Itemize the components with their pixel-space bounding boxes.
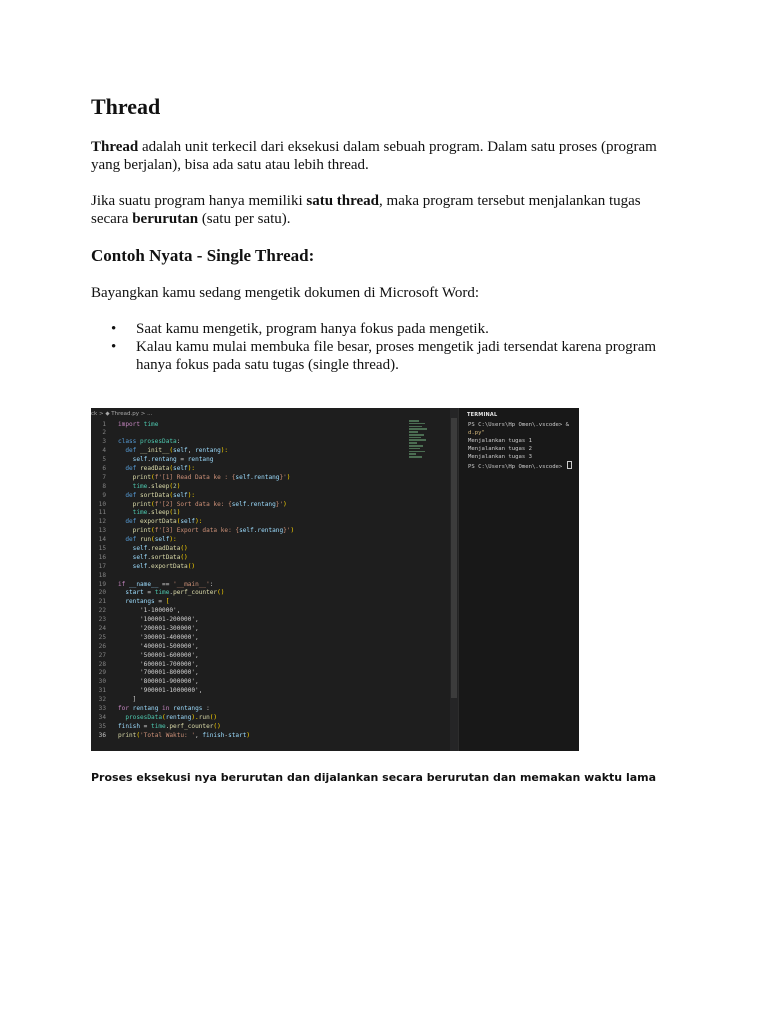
terminal-prompt: PS C:\Users\Hp Omen\.vscode> [468,464,566,470]
code-token: finish [118,722,141,730]
code-token: . [147,553,152,561]
code-line [91,589,431,598]
line-number: 13 [98,527,106,535]
code-token: '__main__' [173,580,210,588]
code-line [91,509,431,518]
code-token: self [118,456,148,464]
code-token: rentang [195,447,221,455]
code-token: : [176,438,181,446]
line-number: 5 [102,456,106,464]
code-token: time [118,509,148,517]
code-line [91,625,431,634]
line-number: 29 [98,669,106,677]
code-line [91,456,431,465]
code-token: rentang [129,705,163,712]
code-token: start [228,731,247,739]
code-line [91,687,431,696]
code-token: __name__ [125,580,159,588]
line-number: 20 [98,589,106,597]
code-token: }' [279,473,287,481]
code-token: = [143,589,155,597]
code-token: '500001-600000', [118,651,199,659]
code-token: . [147,509,152,517]
code-line [91,429,431,438]
code-token: for [118,705,130,712]
code-line [91,572,431,581]
code-token: if [118,580,126,588]
code-line [91,465,431,474]
code-token: 1 [173,509,177,517]
line-number: 21 [98,598,106,606]
code-line [91,536,431,545]
paragraph-text: Jika suatu program hanya memiliki [91,193,307,209]
code-token: ( [151,473,155,481]
code-token: def [118,491,137,499]
code-token: ( [176,518,181,526]
code-token: () [180,544,188,552]
code-token: sortData [136,491,170,499]
paragraph-text: adalah unit terkecil dari eksekusi dalam sebuah program. Dalam satu proses (program yang berjalan), bisa ada satu atau lebih thread. [91,139,657,173]
code-token: perf_counter [169,722,214,730]
code-token: ( [151,500,155,508]
code-token: ): [195,518,203,526]
code-token: time [154,589,170,597]
code-token: '800001-900000', [118,678,199,686]
code-token: print [118,473,152,481]
code-line [91,554,431,563]
code-token: '600001-700000', [118,660,199,668]
line-number: 14 [98,536,106,544]
code-token: 'Total Waktu: ' [140,731,196,739]
code-token: prosesData [136,438,177,446]
code-token: '400001-500000', [118,642,199,650]
terminal-line: Menjalankan tugas 3 [468,454,532,460]
code-token: f'[2] Sort data ke: { [154,500,232,508]
line-number: 12 [98,518,106,526]
line-number: 22 [98,607,106,615]
code-token: import [118,420,141,428]
code-token: }' [275,500,284,508]
line-number: 24 [98,624,106,632]
line-number: 34 [98,713,106,721]
code-token: = [154,598,166,606]
code-token: ) [176,509,181,517]
terminal-prompt-line [468,461,572,471]
code-editor-pane [91,408,451,751]
paragraph-text: , maka program tersebut menjalankan tugas secara [91,193,641,227]
code-line [91,492,431,501]
code-token: in [162,705,170,712]
line-number: 18 [98,571,106,579]
code-line [91,447,431,456]
line-number: 26 [98,642,106,650]
code-token: () [209,713,218,721]
code-token: . [169,589,174,597]
code-token: time [140,420,159,428]
bold-term: berurutan [132,211,199,227]
code-token: ): [220,447,229,455]
code-token: readData [136,464,170,472]
code-token: ) [176,482,181,490]
line-number: 1 [102,420,106,428]
code-token: . [147,482,152,490]
intro-paragraph [91,138,676,174]
bold-term: Thread [91,139,139,155]
line-number: 32 [98,696,106,704]
code-token: () [213,722,221,730]
code-token: ( [169,464,174,472]
terminal-line: PS C:\Users\Hp Omen\.vscode> & [468,422,570,428]
example-paragraph: Bayangkan kamu sedang mengetik dokumen di Microsoft Word: [91,285,480,301]
code-token: print [118,527,152,535]
paragraph-text: (satu per satu). [198,211,291,227]
code-token: ). [191,713,199,721]
line-number: 3 [102,438,106,446]
code-token: finish [202,731,225,739]
code-token: def [118,518,137,526]
list-item-text: Saat kamu mengetik, program hanya fokus pada mengetik. [136,321,489,337]
line-number: 17 [98,562,106,570]
line-number: 33 [98,705,106,712]
code-token: ( [169,491,174,499]
bullet-icon: • [111,339,117,355]
code-line [91,501,431,510]
code-token: self [180,518,196,526]
code-token: rentangs [118,598,155,606]
code-token: . [147,456,152,464]
code-token: ) [286,473,291,481]
code-token: rentang [165,713,192,721]
code-token: def [118,464,137,472]
code-token: : [206,705,210,712]
line-number: 8 [102,482,106,490]
code-token: rentang [187,456,214,464]
terminal-panel [458,408,579,751]
code-token: == [158,580,174,588]
code-token: run [198,713,210,721]
bullet-list [91,320,676,374]
code-line [91,634,431,643]
code-token: '200001-300000', [118,624,199,632]
page-title: Thread [91,94,161,119]
minimap [409,420,431,460]
code-token: ] [118,696,137,704]
code-lines [91,421,431,741]
code-line [91,723,431,732]
bullet-icon: • [111,321,117,337]
editor-scrollbar-thumb[interactable] [451,418,457,698]
code-token: , [195,731,203,739]
code-token: = [140,722,152,730]
code-token: '700001-800000', [118,669,199,677]
code-token: = [176,456,188,464]
code-token: self.rentang [239,527,284,535]
code-token: self [173,447,188,455]
code-token: ( [136,731,141,739]
breadcrumb: ck > ◆ Thread.py > ... [91,411,153,417]
code-token: exportData [151,562,188,570]
code-token: ( [169,447,174,455]
code-token: print [118,731,137,739]
code-token: , [187,447,196,455]
code-line [91,545,431,554]
code-line [91,474,431,483]
line-number: 2 [102,429,106,437]
code-token: ): [187,491,196,499]
code-line [91,705,431,714]
code-token: self.rentang [231,500,276,508]
code-token: . [147,562,152,570]
code-line [91,527,431,536]
code-token: self [173,464,188,472]
code-token: ( [151,536,155,544]
code-token: self [154,536,170,544]
code-token: ): [187,464,196,472]
code-token: '300001-400000', [118,633,199,641]
list-item [91,320,676,338]
line-number: 36 [98,731,106,739]
line-number: 25 [98,633,106,641]
code-line [91,661,431,670]
code-token: self [173,491,188,499]
code-token: self [118,553,148,561]
code-token: f'[1] Read Data ke : { [154,473,236,481]
code-token: '900001-1000000', [118,687,203,695]
line-number: 30 [98,678,106,686]
line-number: 23 [98,616,106,624]
code-token: ( [162,713,166,721]
code-line-active [91,732,431,741]
code-token: 2 [173,482,177,490]
code-token: rentangs [169,705,207,712]
code-line [91,518,431,527]
code-line [91,581,431,590]
code-line [91,563,431,572]
code-token: () [217,589,225,597]
line-number: 31 [98,687,106,695]
list-item-text: Kalau kamu mulai membuka file besar, proses mengetik jadi tersendat karena program hanya fokus pada satu tugas (single thread). [136,339,657,373]
bold-term: satu thread [306,193,380,209]
line-number: 6 [102,464,106,472]
code-token: start [118,589,144,597]
code-screenshot [91,408,579,751]
code-line [91,669,431,678]
code-token: self [118,562,148,570]
line-number: 4 [102,447,106,455]
code-token: ) [246,731,251,739]
code-line [91,696,431,705]
line-number: 28 [98,660,106,668]
code-token: }' [283,527,291,535]
code-token: def [118,536,137,544]
code-token: - [224,731,229,739]
code-line [91,643,431,652]
code-token: ) [283,500,287,508]
code-token: ) [290,527,295,535]
code-token: exportData [136,518,177,526]
code-token: () [180,553,188,561]
code-token: [ [165,598,170,606]
line-number: 15 [98,544,106,552]
code-token: : [209,580,214,588]
code-token: '100001-200000', [118,616,199,624]
code-line [91,438,431,447]
terminal-line: d.py" [468,430,485,436]
cursor-icon [567,461,572,469]
code-token: perf_counter [173,589,218,597]
line-number: 16 [98,553,106,561]
code-token: ): [169,536,177,544]
code-token: run [136,536,152,544]
code-token: time [118,482,148,490]
code-token: class [118,438,137,446]
terminal-line: Menjalankan tugas 1 [468,438,532,444]
code-token: sleep [151,482,170,490]
code-token: sortData [151,553,181,561]
terminal-output [468,421,572,471]
code-line [91,421,431,430]
line-number: 27 [98,651,106,659]
line-number: 11 [98,509,106,517]
code-line [91,598,431,607]
code-token: prosesData [118,713,163,721]
section-heading: Contoh Nyata - Single Thread: [91,246,315,265]
code-token: print [118,500,152,508]
code-token: . [165,722,170,730]
image-caption: Proses eksekusi nya berurutan dan dijalankan secara berurutan dan memakan waktu lama [91,771,657,784]
code-line [91,678,431,687]
code-token: time [151,722,166,730]
code-line [91,483,431,492]
line-number: 35 [98,722,106,730]
single-thread-paragraph [91,192,676,228]
code-token: ( [169,509,174,517]
terminal-title: TERMINAL [467,412,498,418]
line-number: 10 [98,500,106,508]
terminal-line: Menjalankan tugas 2 [468,446,532,452]
code-token: f'[3] Export data ke: { [154,527,240,535]
code-token: self.rentang [235,473,280,481]
line-number: 9 [102,491,106,499]
code-token: self [118,544,148,552]
code-token: ( [151,527,155,535]
code-token: . [147,544,152,552]
code-token: () [187,562,196,570]
line-number: 7 [102,473,106,481]
code-line [91,714,431,723]
code-token: def [118,447,137,455]
code-token: '1-100000', [118,607,181,615]
list-item [91,338,676,374]
code-token: __init__ [136,447,170,455]
code-token: rentang [151,456,177,464]
code-line [91,616,431,625]
code-token: ( [169,482,174,490]
line-number: 19 [98,580,106,588]
code-line [91,607,431,616]
code-line [91,652,431,661]
code-token: sleep [151,509,170,517]
code-token: readData [151,544,181,552]
